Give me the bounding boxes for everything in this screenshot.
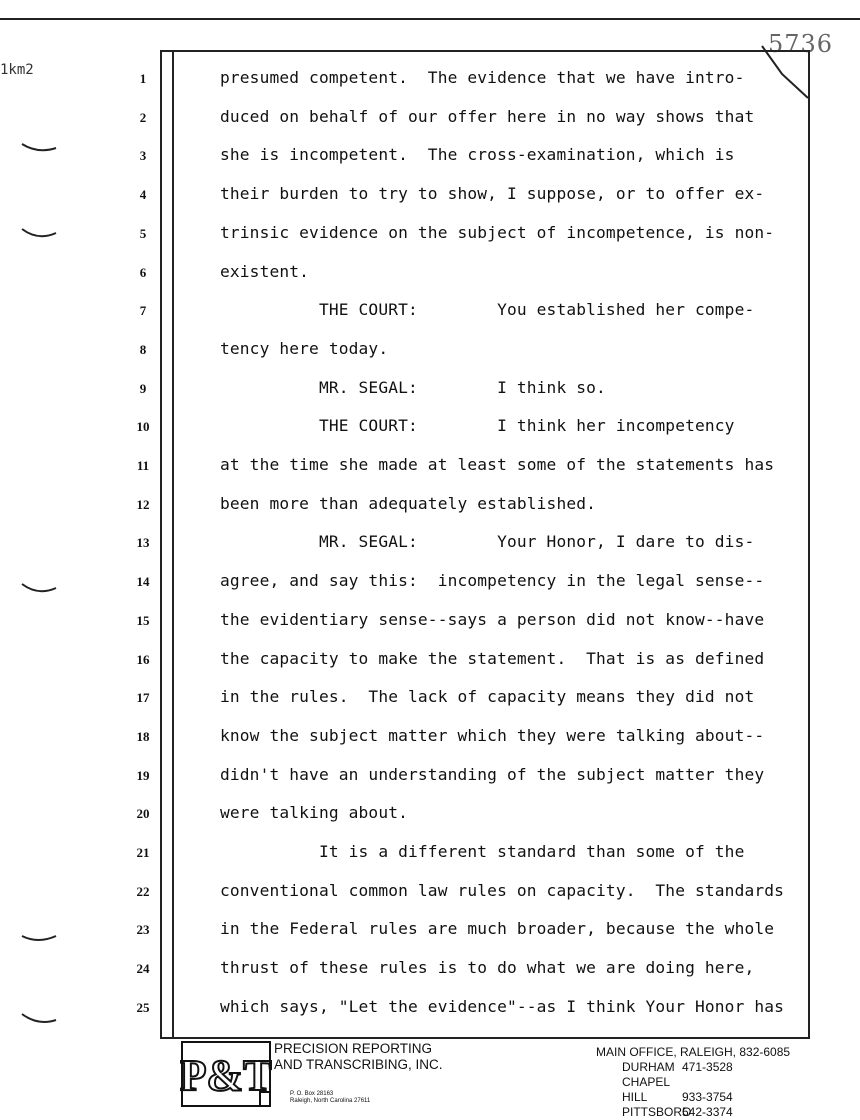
line-number: 7 <box>139 303 147 319</box>
transcript-line: MR. SEGAL: I think so. <box>220 377 606 397</box>
line-number: 16 <box>136 651 150 667</box>
line-number: 10 <box>136 419 150 435</box>
transcript-line: MR. SEGAL: Your Honor, I dare to dis- <box>220 532 755 552</box>
line-number: 22 <box>136 883 150 899</box>
company-address <box>290 1091 370 1105</box>
svg-text:P&T: P&T <box>180 1051 272 1100</box>
corner-fold-mark <box>760 40 810 100</box>
transcript-line: the capacity to make the statement. That is as defined <box>220 648 765 668</box>
transcript-line: at the time she made at least some of the statements has <box>220 455 775 474</box>
transcript-line: she is incompetent. The cross-examination, which is <box>220 145 735 165</box>
binder-mark <box>20 580 60 600</box>
office-row <box>596 1060 790 1075</box>
office-phone: 933-3754 <box>682 1090 733 1104</box>
transcript-line: existent. <box>220 261 310 281</box>
transcript-line: in the rules. The lack of capacity means they did not <box>220 687 755 707</box>
line-number: 8 <box>139 341 147 357</box>
office-directory <box>596 1045 790 1120</box>
office-city: DURHAM <box>622 1060 675 1074</box>
company-name-line2: AND TRANSCRIBING, INC. <box>274 1057 443 1072</box>
office-row <box>596 1075 790 1105</box>
transcript-line: the evidentiary sense--says a person did not know--have <box>220 609 765 629</box>
line-number: 15 <box>136 612 150 628</box>
binder-mark <box>20 140 60 160</box>
main-office: MAIN OFFICE, RALEIGH, 832-6085 <box>596 1045 791 1059</box>
transcript-line: were talking about. <box>220 803 409 823</box>
transcript-line: THE COURT: You established her compe- <box>220 300 755 320</box>
office-phone: 471-3528 <box>682 1060 733 1074</box>
company-name-line1: PRECISION REPORTING <box>274 1041 433 1056</box>
line-number: 4 <box>139 187 147 203</box>
line-number: 9 <box>139 380 147 396</box>
line-number: 19 <box>136 767 150 783</box>
pobox-line2: Raleigh, North Carolina 27611 <box>290 1098 371 1104</box>
page-stamp-number: 5736 <box>768 30 834 58</box>
line-number: 25 <box>136 999 150 1015</box>
line-number: 24 <box>136 961 150 977</box>
line-number: 13 <box>136 535 150 551</box>
transcript-line: duced on behalf of our offer here in no way shows that <box>220 106 755 126</box>
transcript-line: which says, "Let the evidence"--as I think Your Honor has <box>220 996 785 1016</box>
office-city: PITTSBORO <box>622 1105 692 1119</box>
binder-mark <box>20 930 60 950</box>
office-city: CHAPEL HILL <box>622 1075 670 1104</box>
transcript-line: didn't have an understanding of the subject matter they <box>220 764 765 784</box>
office-phone: 542-3374 <box>682 1105 733 1119</box>
line-number: 1 <box>139 71 147 86</box>
transcript-line: been more than adequately established. <box>220 493 597 513</box>
transcript-line: their burden to try to show, I suppose, or to offer ex- <box>220 184 765 204</box>
transcript-line: conventional common law rules on capacity. The standards <box>220 880 785 900</box>
line-number: 11 <box>136 458 150 473</box>
line-number: 5 <box>139 225 147 241</box>
company-logo <box>180 1040 272 1108</box>
line-number: 17 <box>136 690 150 706</box>
line-number: 3 <box>139 148 147 164</box>
binder-mark <box>20 225 60 245</box>
transcript-line: trinsic evidence on the subject of incompetence, is non- <box>220 222 775 242</box>
pobox-line1: P. O. Box 28163 <box>290 1091 334 1097</box>
top-border <box>0 0 860 20</box>
line-number: 12 <box>136 496 150 512</box>
transcript-line: know the subject matter which they were talking about-- <box>220 725 765 745</box>
transcript-line: tency here today. <box>220 338 389 358</box>
line-number: 18 <box>136 728 150 744</box>
transcript-line: presumed competent. The evidence that we have intro- <box>220 68 745 87</box>
line-number: 2 <box>139 109 147 125</box>
transcript-line: THE COURT: I think her incompetency <box>220 416 735 436</box>
binder-mark <box>20 1010 60 1030</box>
line-number: 14 <box>136 574 150 590</box>
line-number: 23 <box>136 922 150 938</box>
line-number: 20 <box>136 806 150 822</box>
transcript-line: thrust of these rules is to do what we are doing here, <box>220 958 755 978</box>
line-number: 21 <box>136 845 150 860</box>
office-row <box>596 1105 790 1120</box>
margin-rule <box>172 50 174 1037</box>
transcript-line: in the Federal rules are much broader, because the whole <box>220 919 775 939</box>
company-name <box>274 1041 443 1073</box>
line-number: 6 <box>139 264 147 280</box>
transcript-line: agree, and say this: incompetency in the legal sense-- <box>220 571 765 591</box>
side-reference-code: 1km2 <box>0 62 34 78</box>
transcript-line: It is a different standard than some of the <box>220 842 745 861</box>
